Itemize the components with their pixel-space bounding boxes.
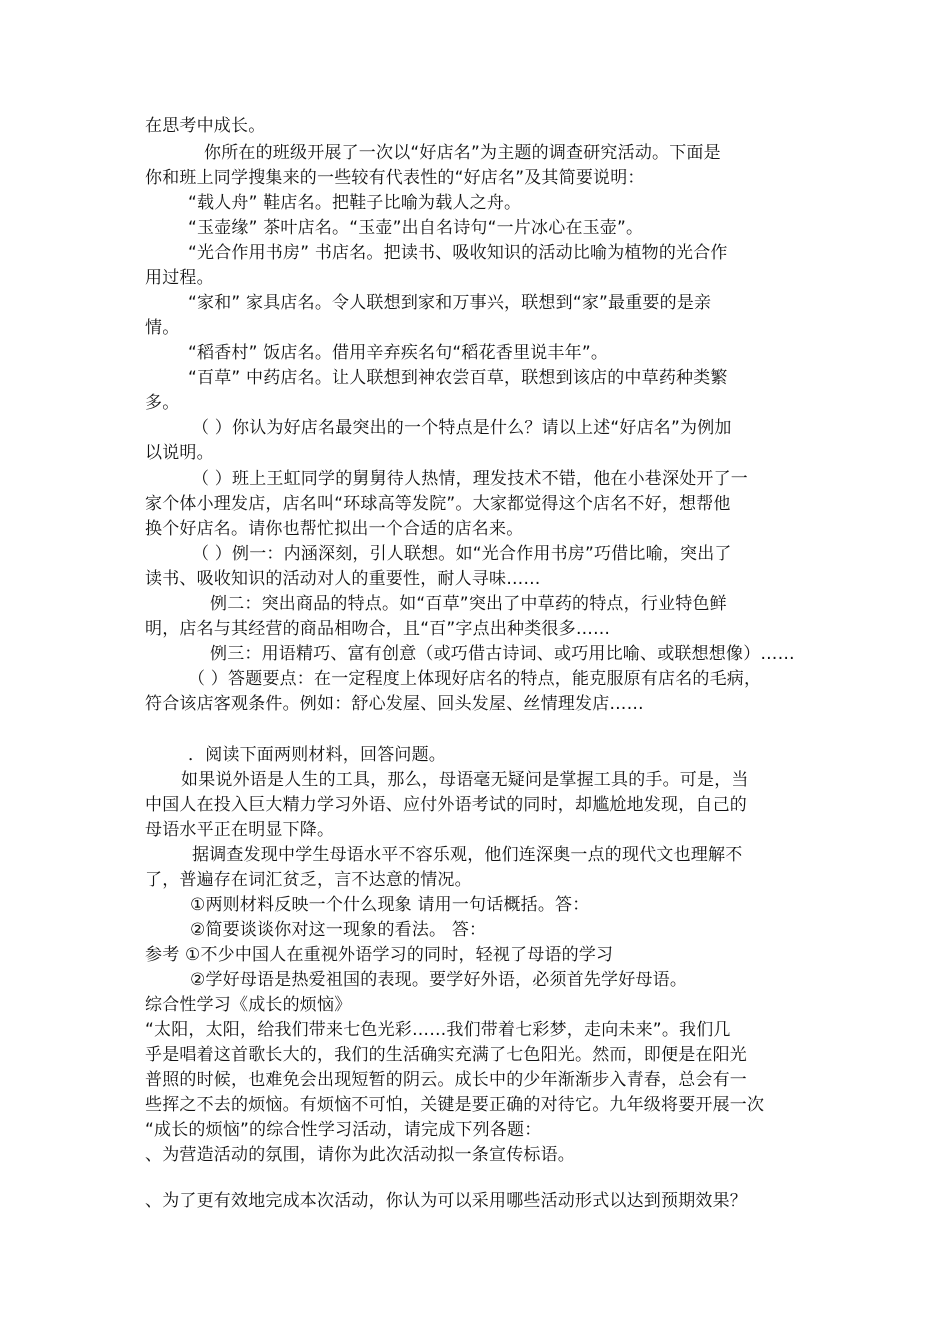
text-line: “百草” 中药店名。让人联想到神农尝百草，联想到该店的中草药种类繁 bbox=[188, 368, 728, 388]
text-line: 乎是唱着这首歌长大的，我们的生活确实充满了七色阳光。然而，即便是在阳光 bbox=[145, 1045, 747, 1065]
text-line: 明，店名与其经营的商品相吻合，且“百”字点出种类很多…… bbox=[145, 619, 611, 639]
text-line: （ ）你认为好店名最突出的一个特点是什么？请以上述“好店名”为例加 bbox=[192, 418, 732, 438]
text-line: 用过程。 bbox=[145, 268, 214, 288]
text-line: 参考 ①不少中国人在重视外语学习的同时，轻视了母语的学习 bbox=[145, 945, 614, 965]
text-line: 在思考中成长。 bbox=[145, 116, 266, 136]
text-line: 多。 bbox=[145, 393, 180, 413]
text-line: 符合该店客观条件。例如：舒心发屋、回头发屋、丝情理发店…… bbox=[145, 694, 644, 714]
text-line: ②学好母语是热爱祖国的表现。要学好外语，必须首先学好母语。 bbox=[190, 970, 688, 990]
text-line: “载人舟” 鞋店名。把鞋子比喻为载人之舟。 bbox=[188, 193, 522, 213]
text-line: 家个体小理发店，店名叫“环球高等发院”。大家都觉得这个店名不好，想帮他 bbox=[145, 494, 731, 514]
text-line: 你所在的班级开展了一次以“好店名”为主题的调查研究活动。下面是 bbox=[204, 143, 721, 163]
text-line: ①两则材料反映一个什么现象 请用一句话概括。答： bbox=[190, 895, 590, 915]
text-line: 普照的时候，也难免会出现短暂的阴云。成长中的少年渐渐步入青春，总会有一 bbox=[145, 1070, 747, 1090]
text-line: 读书、吸收知识的活动对人的重要性，耐人寻味…… bbox=[145, 569, 541, 589]
text-line: 据调查发现中学生母语水平不容乐观，他们连深奥一点的现代文也理解不 bbox=[192, 845, 743, 865]
text-line: 情。 bbox=[145, 318, 180, 338]
text-line: （ ）例一：内涵深刻，引人联想。如“光合作用书房”巧借比喻，突出了 bbox=[192, 544, 732, 564]
text-line: “太阳，太阳，给我们带来七色光彩……我们带着七彩梦，走向未来”。我们几 bbox=[145, 1020, 731, 1040]
text-line: （ ）答题要点：在一定程度上体现好店名的特点，能克服原有店名的毛病， bbox=[188, 669, 762, 689]
text-line: “稻香村” 饭店名。借用辛弃疾名句“稻花香里说丰年”。 bbox=[188, 343, 609, 363]
text-line: 中国人在投入巨大精力学习外语、应付外语考试的同时，却尴尬地发现，自己的 bbox=[145, 795, 747, 815]
text-line: 如果说外语是人生的工具，那么，母语毫无疑问是掌握工具的手。可是，当 bbox=[181, 770, 749, 790]
text-line: （ ）班上王虹同学的舅舅待人热情，理发技术不错，他在小巷深处开了一 bbox=[192, 469, 749, 489]
text-line: “成长的烦恼”的综合性学习活动，请完成下列各题： bbox=[145, 1120, 542, 1140]
text-line: “玉壶缘” 茶叶店名。“玉壶”出自名诗句“一片冰心在玉壶”。 bbox=[188, 218, 644, 238]
text-line: 、为营造活动的氛围，请你为此次活动拟一条宣传标语。 bbox=[145, 1145, 575, 1165]
text-line: ②简要谈谈你对这一现象的看法。 答： bbox=[190, 920, 487, 940]
text-line: 例三：用语精巧、富有创意（或巧借古诗词、或巧用比喻、或联想想像）…… bbox=[210, 644, 795, 664]
text-line: 、为了更有效地完成本次活动，你认为可以采用哪些活动形式以达到预期效果？ bbox=[145, 1191, 747, 1211]
text-line: 综合性学习《成长的烦恼》 bbox=[145, 995, 352, 1015]
text-line: 以说明。 bbox=[145, 443, 214, 463]
text-line: 例二：突出商品的特点。如“百草”突出了中草药的特点，行业特色鲜 bbox=[210, 594, 727, 614]
text-line: ．阅读下面两则材料，回答问题。 bbox=[188, 745, 446, 765]
text-line: 了，普遍存在词汇贫乏，言不达意的情况。 bbox=[145, 870, 472, 890]
text-line: 你和班上同学搜集来的一些较有代表性的“好店名”及其简要说明： bbox=[145, 168, 645, 188]
text-line: “光合作用书房” 书店名。把读书、吸收知识的活动比喻为植物的光合作 bbox=[188, 243, 728, 263]
text-line: 些挥之不去的烦恼。有烦恼不可怕，关键是要正确的对待它。九年级将要开展一次 bbox=[145, 1095, 765, 1115]
text-line: “家和” 家具店名。令人联想到家和万事兴，联想到“家”最重要的是亲 bbox=[188, 293, 712, 313]
text-line: 换个好店名。请你也帮忙拟出一个合适的店名来。 bbox=[145, 519, 524, 539]
text-line: 母语水平正在明显下降。 bbox=[145, 820, 335, 840]
